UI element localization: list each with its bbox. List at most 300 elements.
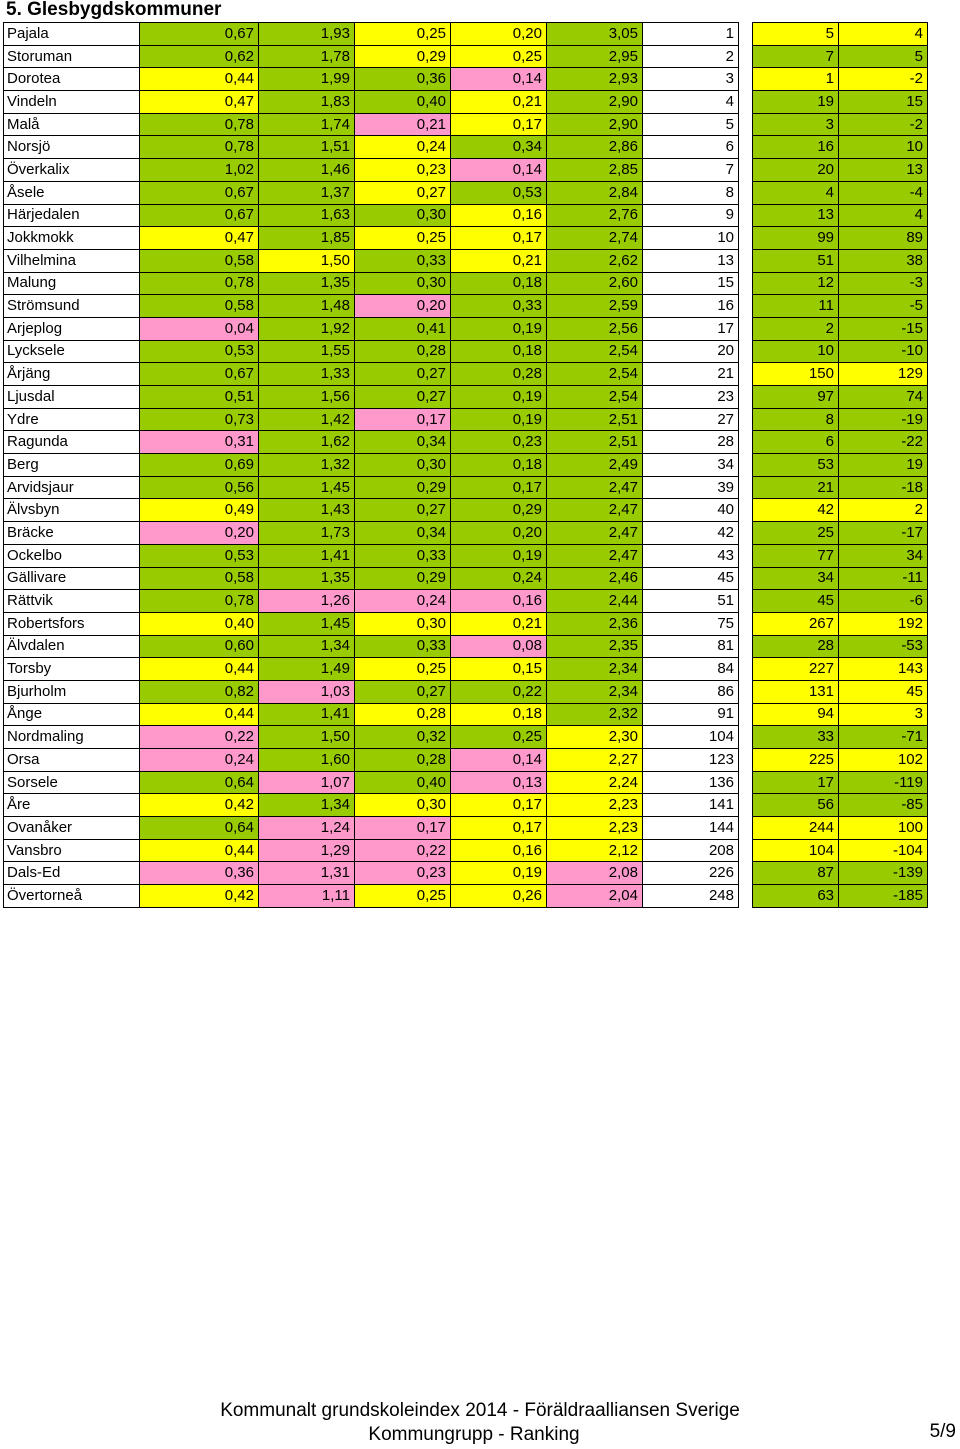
score-cell: 2,90 xyxy=(547,91,643,114)
municipality-name: Överkalix xyxy=(4,159,140,182)
score-cell: 0,30 xyxy=(355,272,451,295)
table-row xyxy=(4,454,739,477)
rank-change-cell: 2 xyxy=(839,499,928,522)
score-cell: 0,53 xyxy=(140,340,259,363)
table-row xyxy=(4,817,739,840)
municipality-name: Dals-Ed xyxy=(4,862,140,885)
score-cell: 0,25 xyxy=(355,658,451,681)
score-cell: 1,43 xyxy=(259,499,355,522)
previous-rank-cell: 97 xyxy=(753,386,839,409)
table-row xyxy=(753,159,928,182)
table-row xyxy=(4,181,739,204)
score-cell: 0,25 xyxy=(355,885,451,908)
page-number: 5/9 xyxy=(929,1421,956,1442)
score-cell: 2,74 xyxy=(547,227,643,250)
score-cell: 0,44 xyxy=(140,839,259,862)
municipality-name: Bräcke xyxy=(4,522,140,545)
previous-rank-cell: 42 xyxy=(753,499,839,522)
score-cell: 0,23 xyxy=(355,862,451,885)
rank-change-cell: 19 xyxy=(839,454,928,477)
score-cell: 0,19 xyxy=(451,408,547,431)
ranking-table-body xyxy=(4,23,739,908)
score-cell: 0,18 xyxy=(451,340,547,363)
score-cell: 0,24 xyxy=(355,590,451,613)
table-row xyxy=(753,726,928,749)
score-cell: 0,33 xyxy=(355,249,451,272)
score-cell: 0,19 xyxy=(451,544,547,567)
table-row xyxy=(753,817,928,840)
rank-cell: 23 xyxy=(643,386,739,409)
score-cell: 0,17 xyxy=(451,794,547,817)
municipality-name: Älvsbyn xyxy=(4,499,140,522)
score-cell: 1,50 xyxy=(259,249,355,272)
municipality-name: Övertorneå xyxy=(4,885,140,908)
table-row xyxy=(4,749,739,772)
rank-cell: 5 xyxy=(643,113,739,136)
score-cell: 0,58 xyxy=(140,567,259,590)
score-cell: 2,49 xyxy=(547,454,643,477)
municipality-name: Nordmaling xyxy=(4,726,140,749)
table-row xyxy=(753,272,928,295)
rank-cell: 3 xyxy=(643,68,739,91)
rank-cell: 7 xyxy=(643,159,739,182)
previous-rank-cell: 56 xyxy=(753,794,839,817)
previous-rank-cell: 99 xyxy=(753,227,839,250)
table-row xyxy=(753,181,928,204)
score-cell: 0,23 xyxy=(355,159,451,182)
previous-rank-cell: 225 xyxy=(753,749,839,772)
score-cell: 1,73 xyxy=(259,522,355,545)
rank-change-cell: 38 xyxy=(839,249,928,272)
rank-cell: 136 xyxy=(643,771,739,794)
score-cell: 1,56 xyxy=(259,386,355,409)
score-cell: 2,47 xyxy=(547,499,643,522)
municipality-name: Norsjö xyxy=(4,136,140,159)
score-cell: 0,51 xyxy=(140,386,259,409)
previous-rank-cell: 77 xyxy=(753,544,839,567)
score-cell: 0,29 xyxy=(451,499,547,522)
score-cell: 0,21 xyxy=(355,113,451,136)
score-cell: 0,21 xyxy=(451,91,547,114)
table-row xyxy=(753,885,928,908)
municipality-name: Berg xyxy=(4,454,140,477)
table-row xyxy=(753,635,928,658)
score-cell: 0,67 xyxy=(140,181,259,204)
score-cell: 2,54 xyxy=(547,340,643,363)
rank-cell: 144 xyxy=(643,817,739,840)
score-cell: 0,42 xyxy=(140,794,259,817)
score-cell: 0,17 xyxy=(355,408,451,431)
municipality-name: Lycksele xyxy=(4,340,140,363)
rank-cell: 39 xyxy=(643,476,739,499)
score-cell: 1,50 xyxy=(259,726,355,749)
rank-cell: 4 xyxy=(643,91,739,114)
score-cell: 0,19 xyxy=(451,862,547,885)
table-row xyxy=(753,363,928,386)
rank-change-cell: 74 xyxy=(839,386,928,409)
score-cell: 2,47 xyxy=(547,476,643,499)
score-cell: 1,41 xyxy=(259,544,355,567)
score-cell: 2,84 xyxy=(547,181,643,204)
score-cell: 0,67 xyxy=(140,204,259,227)
change-table xyxy=(752,22,928,908)
score-cell: 1,34 xyxy=(259,635,355,658)
previous-rank-cell: 104 xyxy=(753,839,839,862)
score-cell: 0,49 xyxy=(140,499,259,522)
score-cell: 2,51 xyxy=(547,431,643,454)
rank-change-cell: -10 xyxy=(839,340,928,363)
score-cell: 0,25 xyxy=(451,45,547,68)
table-row xyxy=(4,590,739,613)
footer-source: Kommunalt grundskoleindex 2014 - Föräldraalliansen Sverige xyxy=(220,1400,740,1421)
score-cell: 1,45 xyxy=(259,612,355,635)
score-cell: 1,45 xyxy=(259,476,355,499)
score-cell: 0,23 xyxy=(451,431,547,454)
previous-rank-cell: 4 xyxy=(753,181,839,204)
table-row xyxy=(4,635,739,658)
municipality-name: Ovanåker xyxy=(4,817,140,840)
score-cell: 1,37 xyxy=(259,181,355,204)
score-cell: 0,20 xyxy=(355,295,451,318)
rank-cell: 43 xyxy=(643,544,739,567)
rank-cell: 81 xyxy=(643,635,739,658)
table-row xyxy=(4,476,739,499)
score-cell: 0,29 xyxy=(355,45,451,68)
previous-rank-cell: 16 xyxy=(753,136,839,159)
score-cell: 2,59 xyxy=(547,295,643,318)
score-cell: 2,60 xyxy=(547,272,643,295)
score-cell: 0,40 xyxy=(355,771,451,794)
table-row xyxy=(753,340,928,363)
score-cell: 1,24 xyxy=(259,817,355,840)
score-cell: 0,21 xyxy=(451,249,547,272)
municipality-name: Årjäng xyxy=(4,363,140,386)
score-cell: 1,35 xyxy=(259,272,355,295)
score-cell: 0,44 xyxy=(140,658,259,681)
score-cell: 1,29 xyxy=(259,839,355,862)
rank-cell: 86 xyxy=(643,680,739,703)
table-row xyxy=(4,522,739,545)
score-cell: 0,20 xyxy=(140,522,259,545)
score-cell: 2,04 xyxy=(547,885,643,908)
score-cell: 0,25 xyxy=(355,227,451,250)
score-cell: 1,49 xyxy=(259,658,355,681)
score-cell: 0,25 xyxy=(451,726,547,749)
rank-change-cell: 10 xyxy=(839,136,928,159)
rank-change-cell: 3 xyxy=(839,703,928,726)
rank-cell: 20 xyxy=(643,340,739,363)
score-cell: 2,34 xyxy=(547,658,643,681)
previous-rank-cell: 33 xyxy=(753,726,839,749)
score-cell: 2,47 xyxy=(547,544,643,567)
rank-cell: 104 xyxy=(643,726,739,749)
score-cell: 0,42 xyxy=(140,885,259,908)
table-row xyxy=(4,113,739,136)
rank-change-cell: -11 xyxy=(839,567,928,590)
score-cell: 0,17 xyxy=(451,227,547,250)
municipality-name: Gällivare xyxy=(4,567,140,590)
table-row xyxy=(753,204,928,227)
table-row xyxy=(753,839,928,862)
score-cell: 2,36 xyxy=(547,612,643,635)
rank-cell: 248 xyxy=(643,885,739,908)
table-row xyxy=(4,612,739,635)
score-cell: 1,62 xyxy=(259,431,355,454)
previous-rank-cell: 17 xyxy=(753,771,839,794)
table-row xyxy=(4,499,739,522)
score-cell: 0,33 xyxy=(451,295,547,318)
score-cell: 0,18 xyxy=(451,454,547,477)
rank-change-cell: -3 xyxy=(839,272,928,295)
municipality-name: Åre xyxy=(4,794,140,817)
table-row xyxy=(753,68,928,91)
table-row xyxy=(753,408,928,431)
score-cell: 2,86 xyxy=(547,136,643,159)
rank-change-cell: 5 xyxy=(839,45,928,68)
table-row xyxy=(4,159,739,182)
previous-rank-cell: 10 xyxy=(753,340,839,363)
score-cell: 1,48 xyxy=(259,295,355,318)
score-cell: 2,12 xyxy=(547,839,643,862)
score-cell: 0,34 xyxy=(355,431,451,454)
score-cell: 0,36 xyxy=(355,68,451,91)
table-row xyxy=(753,590,928,613)
table-row xyxy=(4,885,739,908)
score-cell: 0,64 xyxy=(140,771,259,794)
rank-change-cell: -22 xyxy=(839,431,928,454)
score-cell: 0,15 xyxy=(451,658,547,681)
page-title: 5. Glesbygdskommuner xyxy=(6,0,222,20)
rank-cell: 51 xyxy=(643,590,739,613)
score-cell: 1,83 xyxy=(259,91,355,114)
table-row xyxy=(753,454,928,477)
previous-rank-cell: 5 xyxy=(753,23,839,46)
score-cell: 0,24 xyxy=(451,567,547,590)
score-cell: 1,42 xyxy=(259,408,355,431)
rank-cell: 1 xyxy=(643,23,739,46)
rank-change-cell: -104 xyxy=(839,839,928,862)
score-cell: 2,27 xyxy=(547,749,643,772)
score-cell: 0,27 xyxy=(355,499,451,522)
score-cell: 1,03 xyxy=(259,680,355,703)
previous-rank-cell: 13 xyxy=(753,204,839,227)
table-row xyxy=(4,431,739,454)
table-row xyxy=(4,544,739,567)
municipality-name: Storuman xyxy=(4,45,140,68)
municipality-name: Malå xyxy=(4,113,140,136)
rank-change-cell: 4 xyxy=(839,204,928,227)
score-cell: 0,20 xyxy=(451,23,547,46)
previous-rank-cell: 45 xyxy=(753,590,839,613)
rank-cell: 226 xyxy=(643,862,739,885)
table-row xyxy=(753,431,928,454)
table-row xyxy=(753,658,928,681)
score-cell: 2,34 xyxy=(547,680,643,703)
table-row xyxy=(4,862,739,885)
score-cell: 0,19 xyxy=(451,317,547,340)
rank-cell: 45 xyxy=(643,567,739,590)
table-row xyxy=(4,68,739,91)
score-cell: 1,46 xyxy=(259,159,355,182)
municipality-name: Härjedalen xyxy=(4,204,140,227)
score-cell: 0,62 xyxy=(140,45,259,68)
score-cell: 1,33 xyxy=(259,363,355,386)
score-cell: 1,02 xyxy=(140,159,259,182)
score-cell: 2,08 xyxy=(547,862,643,885)
rank-cell: 9 xyxy=(643,204,739,227)
footer-subtitle: Kommungrupp - Ranking xyxy=(368,1424,580,1445)
previous-rank-cell: 267 xyxy=(753,612,839,635)
score-cell: 0,18 xyxy=(451,272,547,295)
previous-rank-cell: 6 xyxy=(753,431,839,454)
table-row xyxy=(753,113,928,136)
score-cell: 0,20 xyxy=(451,522,547,545)
rank-change-cell: -85 xyxy=(839,794,928,817)
table-row xyxy=(4,680,739,703)
score-cell: 1,51 xyxy=(259,136,355,159)
score-cell: 0,27 xyxy=(355,386,451,409)
municipality-name: Arvidsjaur xyxy=(4,476,140,499)
rank-change-cell: -4 xyxy=(839,181,928,204)
score-cell: 0,16 xyxy=(451,590,547,613)
score-cell: 0,58 xyxy=(140,295,259,318)
table-row xyxy=(4,249,739,272)
score-cell: 2,44 xyxy=(547,590,643,613)
table-row xyxy=(753,476,928,499)
previous-rank-cell: 51 xyxy=(753,249,839,272)
score-cell: 0,53 xyxy=(140,544,259,567)
rank-cell: 91 xyxy=(643,703,739,726)
table-row xyxy=(753,522,928,545)
score-cell: 1,07 xyxy=(259,771,355,794)
score-cell: 0,17 xyxy=(451,817,547,840)
ranking-table xyxy=(3,22,739,908)
rank-cell: 6 xyxy=(643,136,739,159)
previous-rank-cell: 94 xyxy=(753,703,839,726)
municipality-name: Pajala xyxy=(4,23,140,46)
previous-rank-cell: 227 xyxy=(753,658,839,681)
rank-cell: 208 xyxy=(643,839,739,862)
previous-rank-cell: 53 xyxy=(753,454,839,477)
table-row xyxy=(4,204,739,227)
rank-change-cell: 143 xyxy=(839,658,928,681)
table-row xyxy=(753,45,928,68)
rank-change-cell: -18 xyxy=(839,476,928,499)
rank-cell: 15 xyxy=(643,272,739,295)
rank-change-cell: 4 xyxy=(839,23,928,46)
score-cell: 0,27 xyxy=(355,680,451,703)
score-cell: 1,11 xyxy=(259,885,355,908)
score-cell: 0,22 xyxy=(451,680,547,703)
municipality-name: Åsele xyxy=(4,181,140,204)
table-row xyxy=(4,726,739,749)
score-cell: 0,47 xyxy=(140,91,259,114)
score-cell: 0,17 xyxy=(355,817,451,840)
rank-cell: 21 xyxy=(643,363,739,386)
score-cell: 0,14 xyxy=(451,749,547,772)
table-row xyxy=(753,317,928,340)
previous-rank-cell: 150 xyxy=(753,363,839,386)
table-row xyxy=(4,317,739,340)
score-cell: 0,69 xyxy=(140,454,259,477)
rank-change-cell: -185 xyxy=(839,885,928,908)
rank-cell: 84 xyxy=(643,658,739,681)
municipality-name: Orsa xyxy=(4,749,140,772)
score-cell: 0,18 xyxy=(451,703,547,726)
score-cell: 1,41 xyxy=(259,703,355,726)
table-row xyxy=(4,771,739,794)
score-cell: 0,78 xyxy=(140,113,259,136)
score-cell: 0,29 xyxy=(355,476,451,499)
previous-rank-cell: 25 xyxy=(753,522,839,545)
municipality-name: Dorotea xyxy=(4,68,140,91)
score-cell: 0,30 xyxy=(355,612,451,635)
score-cell: 1,26 xyxy=(259,590,355,613)
municipality-name: Ragunda xyxy=(4,431,140,454)
rank-cell: 42 xyxy=(643,522,739,545)
score-cell: 1,99 xyxy=(259,68,355,91)
table-row xyxy=(4,45,739,68)
score-cell: 2,32 xyxy=(547,703,643,726)
score-cell: 1,63 xyxy=(259,204,355,227)
table-row xyxy=(753,23,928,46)
rank-cell: 34 xyxy=(643,454,739,477)
score-cell: 2,47 xyxy=(547,522,643,545)
score-cell: 0,04 xyxy=(140,317,259,340)
rank-change-cell: 13 xyxy=(839,159,928,182)
score-cell: 1,31 xyxy=(259,862,355,885)
rank-cell: 28 xyxy=(643,431,739,454)
score-cell: 0,36 xyxy=(140,862,259,885)
score-cell: 0,29 xyxy=(355,567,451,590)
table-row xyxy=(753,136,928,159)
municipality-name: Torsby xyxy=(4,658,140,681)
table-row xyxy=(753,386,928,409)
rank-change-cell: 15 xyxy=(839,91,928,114)
previous-rank-cell: 12 xyxy=(753,272,839,295)
municipality-name: Vindeln xyxy=(4,91,140,114)
municipality-name: Ånge xyxy=(4,703,140,726)
rank-change-cell: 192 xyxy=(839,612,928,635)
previous-rank-cell: 2 xyxy=(753,317,839,340)
rank-change-cell: -5 xyxy=(839,295,928,318)
score-cell: 1,55 xyxy=(259,340,355,363)
rank-cell: 123 xyxy=(643,749,739,772)
table-row xyxy=(753,680,928,703)
score-cell: 2,30 xyxy=(547,726,643,749)
score-cell: 0,41 xyxy=(355,317,451,340)
score-cell: 0,21 xyxy=(451,612,547,635)
score-cell: 2,54 xyxy=(547,363,643,386)
score-cell: 0,17 xyxy=(451,476,547,499)
score-cell: 2,90 xyxy=(547,113,643,136)
rank-change-cell: -6 xyxy=(839,590,928,613)
score-cell: 0,33 xyxy=(355,635,451,658)
rank-cell: 17 xyxy=(643,317,739,340)
municipality-name: Älvdalen xyxy=(4,635,140,658)
municipality-name: Bjurholm xyxy=(4,680,140,703)
municipality-name: Malung xyxy=(4,272,140,295)
score-cell: 0,30 xyxy=(355,794,451,817)
previous-rank-cell: 20 xyxy=(753,159,839,182)
previous-rank-cell: 1 xyxy=(753,68,839,91)
rank-cell: 10 xyxy=(643,227,739,250)
rank-cell: 75 xyxy=(643,612,739,635)
table-row xyxy=(753,91,928,114)
score-cell: 0,24 xyxy=(355,136,451,159)
table-row xyxy=(4,839,739,862)
municipality-name: Robertsfors xyxy=(4,612,140,635)
